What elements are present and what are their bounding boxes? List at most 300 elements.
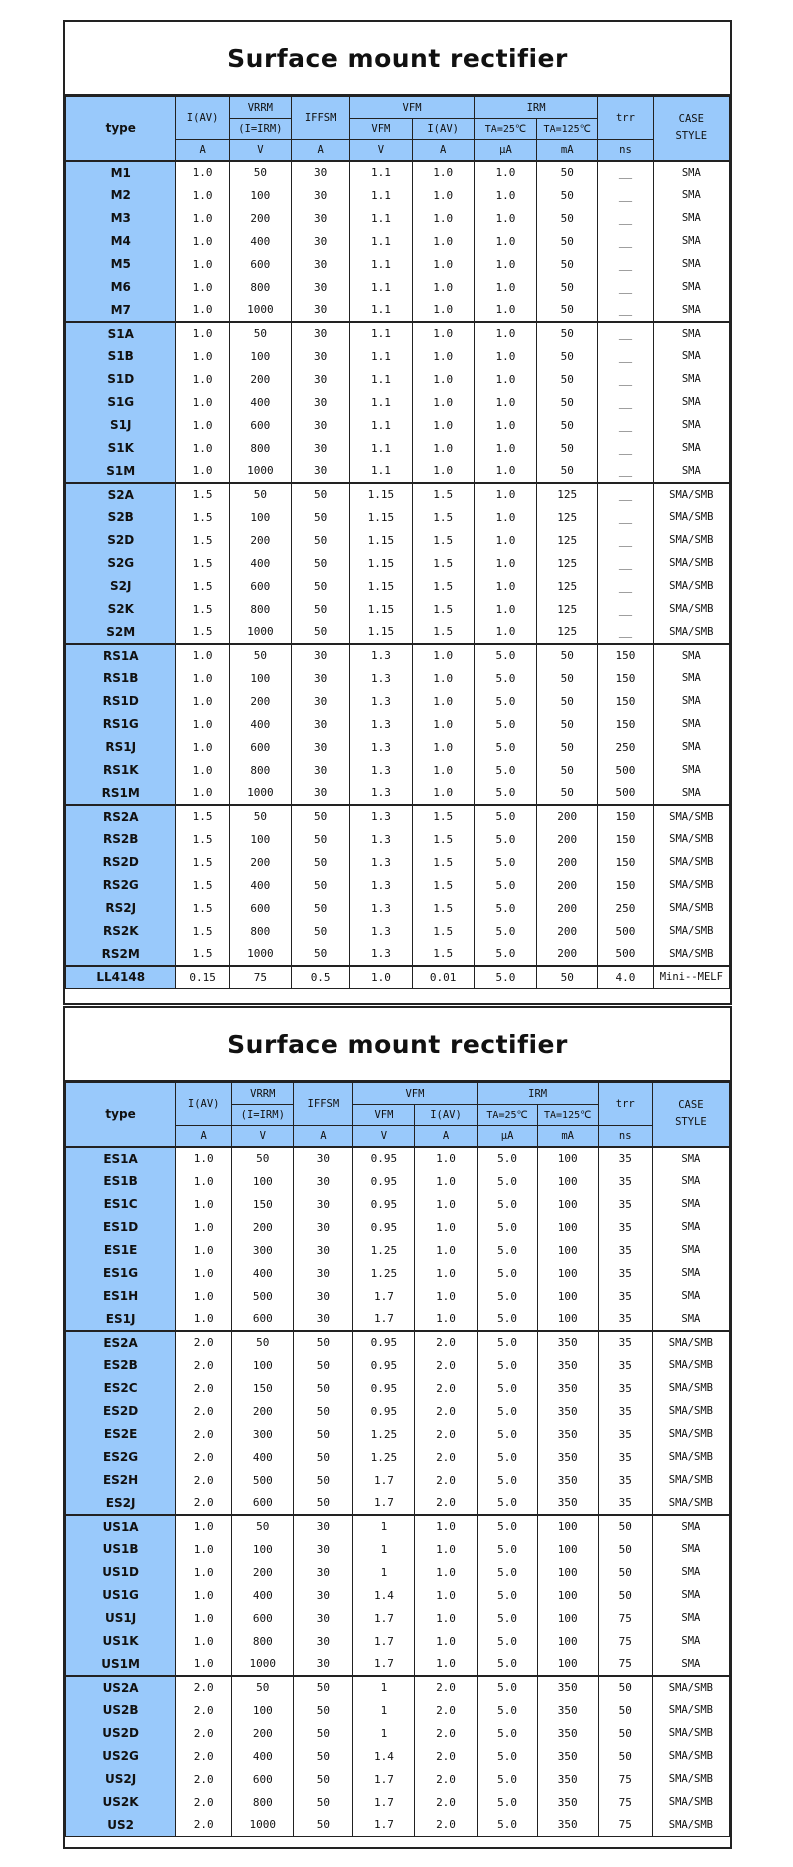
table-row xyxy=(66,1331,730,1354)
vfm-iav-cell: 1.0 xyxy=(412,345,474,368)
vfm-cell: 1.1 xyxy=(350,161,412,184)
iffsm-cell: 50 xyxy=(292,598,350,621)
irm-25-cell: 5.0 xyxy=(477,1446,537,1469)
case-style-cell: SMA/SMB xyxy=(653,874,729,897)
irm-25-cell: 5.0 xyxy=(477,1331,537,1354)
irm-25-cell: 1.0 xyxy=(474,276,536,299)
vfm-cell: 1.15 xyxy=(350,529,412,552)
vfm-iav-cell: 1.5 xyxy=(412,828,474,851)
vfm-iav-cell: 1.0 xyxy=(415,1607,477,1630)
iffsm-cell: 50 xyxy=(292,483,350,506)
vrrm-cell: 500 xyxy=(232,1285,294,1308)
table-row xyxy=(66,1676,730,1699)
type-cell: US1J xyxy=(66,1607,176,1630)
table-row xyxy=(66,1216,730,1239)
iffsm-cell: 50 xyxy=(292,851,350,874)
iffsm-cell: 30 xyxy=(292,253,350,276)
unit-cell: A xyxy=(294,1126,353,1147)
iav-cell: 1.0 xyxy=(176,644,229,667)
vrrm-cell: 50 xyxy=(232,1147,294,1170)
vfm-cell: 1.7 xyxy=(353,1814,415,1837)
vrrm-cell: 75 xyxy=(229,966,291,989)
type-cell: M6 xyxy=(66,276,176,299)
vrrm-cell: 200 xyxy=(232,1400,294,1423)
irm-125-cell: 200 xyxy=(537,943,598,966)
vfm-iav-cell: 2.0 xyxy=(415,1400,477,1423)
vrrm-cell: 50 xyxy=(232,1676,294,1699)
irm-125-cell: 100 xyxy=(537,1193,598,1216)
case-style-cell: SMA xyxy=(652,1630,729,1653)
header-vfm-v: VFM xyxy=(350,119,412,140)
vfm-cell: 1.7 xyxy=(353,1492,415,1515)
iav-cell: 1.0 xyxy=(176,1262,232,1285)
vfm-cell: 1.7 xyxy=(353,1630,415,1653)
header-case-style: CASE STYLE xyxy=(652,1083,729,1147)
iffsm-cell: 30 xyxy=(294,1170,353,1193)
type-cell: ES1B xyxy=(66,1170,176,1193)
case-style-cell: SMA xyxy=(652,1170,729,1193)
trr-cell: 50 xyxy=(598,1538,652,1561)
iav-cell: 1.0 xyxy=(176,391,229,414)
vfm-iav-cell: 1.0 xyxy=(412,759,474,782)
header-vrrm-sub: (I=IRM) xyxy=(229,119,291,140)
irm-125-cell: 125 xyxy=(537,552,598,575)
type-cell: RS1J xyxy=(66,736,176,759)
case-style-cell: SMA/SMB xyxy=(653,621,729,644)
irm-25-cell: 1.0 xyxy=(474,322,536,345)
irm-125-cell: 50 xyxy=(537,713,598,736)
iav-cell: 1.5 xyxy=(176,529,229,552)
vfm-cell: 1.25 xyxy=(353,1423,415,1446)
vfm-cell: 1.1 xyxy=(350,230,412,253)
iffsm-cell: 30 xyxy=(294,1308,353,1331)
table-row xyxy=(66,368,730,391)
iffsm-cell: 50 xyxy=(292,506,350,529)
iffsm-cell: 30 xyxy=(292,667,350,690)
unit-cell: mA xyxy=(537,140,598,161)
vfm-iav-cell: 1.0 xyxy=(412,713,474,736)
irm-25-cell: 5.0 xyxy=(474,851,536,874)
vfm-cell: 1.7 xyxy=(353,1285,415,1308)
table-row xyxy=(66,276,730,299)
case-style-cell: SMA/SMB xyxy=(652,1400,729,1423)
irm-25-cell: 5.0 xyxy=(477,1377,537,1400)
table-row xyxy=(66,828,730,851)
type-cell: ES2J xyxy=(66,1492,176,1515)
iav-cell: 2.0 xyxy=(176,1377,232,1400)
irm-25-cell: 1.0 xyxy=(474,621,536,644)
iffsm-cell: 30 xyxy=(292,759,350,782)
vrrm-cell: 1000 xyxy=(229,782,291,805)
trr-cell: 500 xyxy=(598,943,653,966)
vfm-cell: 1.1 xyxy=(350,460,412,483)
header-vrrm: VRRM xyxy=(232,1083,294,1105)
vrrm-cell: 400 xyxy=(229,874,291,897)
vfm-iav-cell: 1.0 xyxy=(412,644,474,667)
case-style-cell: SMA/SMB xyxy=(653,529,729,552)
trr-cell: 35 xyxy=(598,1216,652,1239)
vfm-iav-cell: 1.0 xyxy=(412,207,474,230)
iffsm-cell: 30 xyxy=(292,184,350,207)
iav-cell: 2.0 xyxy=(176,1722,232,1745)
type-cell: ES1C xyxy=(66,1193,176,1216)
iav-cell: 1.0 xyxy=(176,1607,232,1630)
vrrm-cell: 800 xyxy=(229,437,291,460)
vfm-cell: 0.95 xyxy=(353,1193,415,1216)
iav-cell: 1.0 xyxy=(176,782,229,805)
iav-cell: 1.0 xyxy=(176,1285,232,1308)
table-row xyxy=(66,161,730,184)
vrrm-cell: 200 xyxy=(229,690,291,713)
iffsm-cell: 50 xyxy=(292,897,350,920)
type-cell: ES1D xyxy=(66,1216,176,1239)
vfm-cell: 1.25 xyxy=(353,1262,415,1285)
vfm-iav-cell: 1.0 xyxy=(415,1584,477,1607)
type-cell: US2A xyxy=(66,1676,176,1699)
trr-cell: 75 xyxy=(598,1768,652,1791)
iav-cell: 1.5 xyxy=(176,805,229,828)
trr-cell: __ xyxy=(598,529,653,552)
trr-cell: 35 xyxy=(598,1377,652,1400)
type-cell: ES2H xyxy=(66,1469,176,1492)
vrrm-cell: 800 xyxy=(229,759,291,782)
table-row xyxy=(66,1791,730,1814)
table-row xyxy=(66,414,730,437)
iffsm-cell: 50 xyxy=(294,1354,353,1377)
irm-125-cell: 350 xyxy=(537,1492,598,1515)
trr-cell: __ xyxy=(598,230,653,253)
vrrm-cell: 400 xyxy=(232,1745,294,1768)
trr-cell: __ xyxy=(598,437,653,460)
table-row xyxy=(66,230,730,253)
case-style-cell: SMA/SMB xyxy=(653,575,729,598)
irm-25-cell: 5.0 xyxy=(474,966,536,989)
table-row xyxy=(66,805,730,828)
trr-cell: 150 xyxy=(598,644,653,667)
table-row xyxy=(66,253,730,276)
iav-cell: 1.0 xyxy=(176,1538,232,1561)
irm-125-cell: 50 xyxy=(537,207,598,230)
iffsm-cell: 30 xyxy=(294,1561,353,1584)
table-row xyxy=(66,1538,730,1561)
iav-cell: 1.0 xyxy=(176,253,229,276)
vfm-cell: 1.0 xyxy=(350,966,412,989)
vfm-cell: 1.3 xyxy=(350,851,412,874)
table-row xyxy=(66,1469,730,1492)
iav-cell: 1.0 xyxy=(176,414,229,437)
type-cell: M3 xyxy=(66,207,176,230)
table-row xyxy=(66,1653,730,1676)
vrrm-cell: 100 xyxy=(229,345,291,368)
irm-125-cell: 350 xyxy=(537,1768,598,1791)
table-row xyxy=(66,1239,730,1262)
vfm-cell: 1.3 xyxy=(350,782,412,805)
vfm-iav-cell: 1.0 xyxy=(415,1262,477,1285)
iffsm-cell: 30 xyxy=(294,1653,353,1676)
type-cell: RS1K xyxy=(66,759,176,782)
irm-125-cell: 50 xyxy=(537,345,598,368)
table-row xyxy=(66,736,730,759)
case-style-cell: SMA/SMB xyxy=(653,598,729,621)
irm-125-cell: 50 xyxy=(537,299,598,322)
vrrm-cell: 1000 xyxy=(232,1653,294,1676)
table-row xyxy=(66,1607,730,1630)
vfm-cell: 1.15 xyxy=(350,552,412,575)
vfm-iav-cell: 1.5 xyxy=(412,552,474,575)
vrrm-cell: 400 xyxy=(232,1262,294,1285)
type-cell: S2G xyxy=(66,552,176,575)
irm-125-cell: 100 xyxy=(537,1239,598,1262)
vfm-iav-cell: 2.0 xyxy=(415,1423,477,1446)
table-row xyxy=(66,1584,730,1607)
case-style-cell: SMA xyxy=(653,276,729,299)
trr-cell: 35 xyxy=(598,1147,652,1170)
irm-125-cell: 50 xyxy=(537,736,598,759)
irm-125-cell: 350 xyxy=(537,1699,598,1722)
table-row xyxy=(66,345,730,368)
iffsm-cell: 30 xyxy=(294,1193,353,1216)
vfm-iav-cell: 1.5 xyxy=(412,483,474,506)
type-cell: S1B xyxy=(66,345,176,368)
case-style-cell: SMA xyxy=(652,1607,729,1630)
iav-cell: 1.0 xyxy=(176,1630,232,1653)
case-style-cell: Mini--MELF xyxy=(653,966,729,989)
irm-125-cell: 50 xyxy=(537,644,598,667)
vrrm-cell: 200 xyxy=(232,1561,294,1584)
vfm-cell: 1.25 xyxy=(353,1446,415,1469)
case-style-cell: SMA xyxy=(653,736,729,759)
iav-cell: 1.5 xyxy=(176,598,229,621)
iffsm-cell: 50 xyxy=(294,1446,353,1469)
vfm-cell: 1 xyxy=(353,1676,415,1699)
vrrm-cell: 800 xyxy=(232,1630,294,1653)
iav-cell: 1.0 xyxy=(176,322,229,345)
table-row xyxy=(66,1722,730,1745)
irm-125-cell: 100 xyxy=(537,1630,598,1653)
irm-25-cell: 5.0 xyxy=(477,1561,537,1584)
iav-cell: 1.0 xyxy=(176,1515,232,1538)
vfm-cell: 1.7 xyxy=(353,1791,415,1814)
vrrm-cell: 600 xyxy=(232,1308,294,1331)
vfm-cell: 1.7 xyxy=(353,1653,415,1676)
type-cell: M2 xyxy=(66,184,176,207)
type-cell: US2B xyxy=(66,1699,176,1722)
trr-cell: 35 xyxy=(598,1423,652,1446)
iffsm-cell: 50 xyxy=(294,1423,353,1446)
trr-cell: 150 xyxy=(598,690,653,713)
vfm-iav-cell: 1.0 xyxy=(415,1170,477,1193)
vfm-iav-cell: 1.0 xyxy=(412,460,474,483)
iffsm-cell: 50 xyxy=(294,1492,353,1515)
type-cell: S1M xyxy=(66,460,176,483)
trr-cell: 75 xyxy=(598,1791,652,1814)
vrrm-cell: 400 xyxy=(229,230,291,253)
vfm-cell: 1.1 xyxy=(350,414,412,437)
iffsm-cell: 50 xyxy=(292,621,350,644)
vfm-cell: 1.3 xyxy=(350,713,412,736)
irm-125-cell: 100 xyxy=(537,1285,598,1308)
header-irm: IRM xyxy=(474,97,598,119)
vfm-iav-cell: 1.5 xyxy=(412,874,474,897)
vfm-cell: 1.7 xyxy=(353,1308,415,1331)
irm-125-cell: 350 xyxy=(537,1814,598,1837)
trr-cell: __ xyxy=(598,414,653,437)
type-cell: RS2D xyxy=(66,851,176,874)
header-trr: trr xyxy=(598,1083,652,1126)
irm-125-cell: 50 xyxy=(537,368,598,391)
table-row xyxy=(66,1814,730,1837)
table-row xyxy=(66,1354,730,1377)
trr-cell: __ xyxy=(598,345,653,368)
trr-cell: 50 xyxy=(598,1676,652,1699)
table-row xyxy=(66,897,730,920)
iav-cell: 1.5 xyxy=(176,552,229,575)
irm-25-cell: 1.0 xyxy=(474,368,536,391)
irm-25-cell: 5.0 xyxy=(477,1791,537,1814)
type-cell: ES2A xyxy=(66,1331,176,1354)
vrrm-cell: 800 xyxy=(229,276,291,299)
trr-cell: __ xyxy=(598,184,653,207)
trr-cell: 150 xyxy=(598,874,653,897)
iffsm-cell: 30 xyxy=(292,161,350,184)
vrrm-cell: 150 xyxy=(232,1377,294,1400)
table-row xyxy=(66,1446,730,1469)
vfm-cell: 1.3 xyxy=(350,667,412,690)
iav-cell: 1.5 xyxy=(176,506,229,529)
irm-25-cell: 5.0 xyxy=(477,1584,537,1607)
trr-cell: 250 xyxy=(598,897,653,920)
case-style-cell: SMA xyxy=(653,713,729,736)
header-irm-125: TA=125℃ xyxy=(537,1105,598,1126)
irm-125-cell: 100 xyxy=(537,1308,598,1331)
irm-125-cell: 350 xyxy=(537,1722,598,1745)
iav-cell: 0.15 xyxy=(176,966,229,989)
vrrm-cell: 600 xyxy=(229,736,291,759)
table-row xyxy=(66,759,730,782)
case-style-cell: SMA xyxy=(653,759,729,782)
type-cell: S1J xyxy=(66,414,176,437)
type-cell: ES1J xyxy=(66,1308,176,1331)
vfm-cell: 0.95 xyxy=(353,1400,415,1423)
case-style-cell: SMA xyxy=(652,1193,729,1216)
iffsm-cell: 50 xyxy=(292,529,350,552)
irm-25-cell: 5.0 xyxy=(474,943,536,966)
iav-cell: 1.0 xyxy=(176,1216,232,1239)
trr-cell: 250 xyxy=(598,736,653,759)
iffsm-cell: 30 xyxy=(294,1607,353,1630)
iav-cell: 1.5 xyxy=(176,874,229,897)
header-iav: I(AV) xyxy=(176,97,229,140)
iffsm-cell: 50 xyxy=(292,920,350,943)
iav-cell: 2.0 xyxy=(176,1768,232,1791)
irm-25-cell: 5.0 xyxy=(477,1515,537,1538)
iav-cell: 1.5 xyxy=(176,575,229,598)
irm-125-cell: 100 xyxy=(537,1538,598,1561)
trr-cell: 150 xyxy=(598,805,653,828)
irm-25-cell: 5.0 xyxy=(477,1400,537,1423)
irm-25-cell: 5.0 xyxy=(474,874,536,897)
irm-25-cell: 5.0 xyxy=(474,828,536,851)
irm-25-cell: 5.0 xyxy=(477,1147,537,1170)
irm-25-cell: 5.0 xyxy=(477,1722,537,1745)
irm-25-cell: 5.0 xyxy=(477,1239,537,1262)
irm-125-cell: 50 xyxy=(537,437,598,460)
iffsm-cell: 30 xyxy=(292,782,350,805)
vrrm-cell: 150 xyxy=(232,1193,294,1216)
table-row xyxy=(66,552,730,575)
table-row xyxy=(66,1561,730,1584)
trr-cell: __ xyxy=(598,299,653,322)
iffsm-cell: 30 xyxy=(292,368,350,391)
case-style-cell: SMA xyxy=(652,1216,729,1239)
vfm-iav-cell: 1.0 xyxy=(412,391,474,414)
irm-125-cell: 100 xyxy=(537,1170,598,1193)
irm-25-cell: 1.0 xyxy=(474,483,536,506)
unit-cell: V xyxy=(350,140,412,161)
iav-cell: 1.0 xyxy=(176,299,229,322)
trr-cell: __ xyxy=(598,483,653,506)
case-style-cell: SMA/SMB xyxy=(652,1699,729,1722)
vfm-iav-cell: 1.0 xyxy=(415,1653,477,1676)
trr-cell: __ xyxy=(598,368,653,391)
vfm-cell: 1.4 xyxy=(353,1745,415,1768)
iav-cell: 1.0 xyxy=(176,1193,232,1216)
irm-125-cell: 350 xyxy=(537,1354,598,1377)
table-row xyxy=(66,207,730,230)
vrrm-cell: 600 xyxy=(229,575,291,598)
vfm-iav-cell: 1.0 xyxy=(415,1630,477,1653)
vrrm-cell: 50 xyxy=(229,644,291,667)
vfm-iav-cell: 1.5 xyxy=(412,897,474,920)
type-cell: US2G xyxy=(66,1745,176,1768)
vfm-iav-cell: 1.0 xyxy=(412,437,474,460)
trr-cell: 75 xyxy=(598,1630,652,1653)
type-cell: S2A xyxy=(66,483,176,506)
trr-cell: __ xyxy=(598,276,653,299)
iffsm-cell: 50 xyxy=(294,1791,353,1814)
vfm-cell: 0.95 xyxy=(353,1216,415,1239)
irm-125-cell: 50 xyxy=(537,253,598,276)
case-style-cell: SMA/SMB xyxy=(653,506,729,529)
trr-cell: __ xyxy=(598,460,653,483)
trr-cell: 75 xyxy=(598,1607,652,1630)
vrrm-cell: 600 xyxy=(229,414,291,437)
table-row xyxy=(66,184,730,207)
case-style-cell: SMA xyxy=(652,1239,729,1262)
iav-cell: 1.5 xyxy=(176,851,229,874)
iav-cell: 2.0 xyxy=(176,1699,232,1722)
iav-cell: 1.0 xyxy=(176,736,229,759)
irm-25-cell: 5.0 xyxy=(477,1308,537,1331)
table-row xyxy=(66,322,730,345)
type-cell: RS2K xyxy=(66,920,176,943)
table-row xyxy=(66,1285,730,1308)
case-style-cell: SMA xyxy=(653,460,729,483)
vfm-iav-cell: 1.5 xyxy=(412,851,474,874)
irm-125-cell: 100 xyxy=(537,1607,598,1630)
iffsm-cell: 50 xyxy=(292,943,350,966)
trr-cell: 35 xyxy=(598,1193,652,1216)
iav-cell: 1.0 xyxy=(176,184,229,207)
irm-25-cell: 5.0 xyxy=(477,1745,537,1768)
iffsm-cell: 50 xyxy=(294,1469,353,1492)
vfm-iav-cell: 1.5 xyxy=(412,920,474,943)
irm-125-cell: 50 xyxy=(537,759,598,782)
case-style-cell: SMA xyxy=(652,1262,729,1285)
case-style-cell: SMA xyxy=(653,437,729,460)
case-style-cell: SMA xyxy=(652,1538,729,1561)
irm-25-cell: 5.0 xyxy=(477,1216,537,1239)
